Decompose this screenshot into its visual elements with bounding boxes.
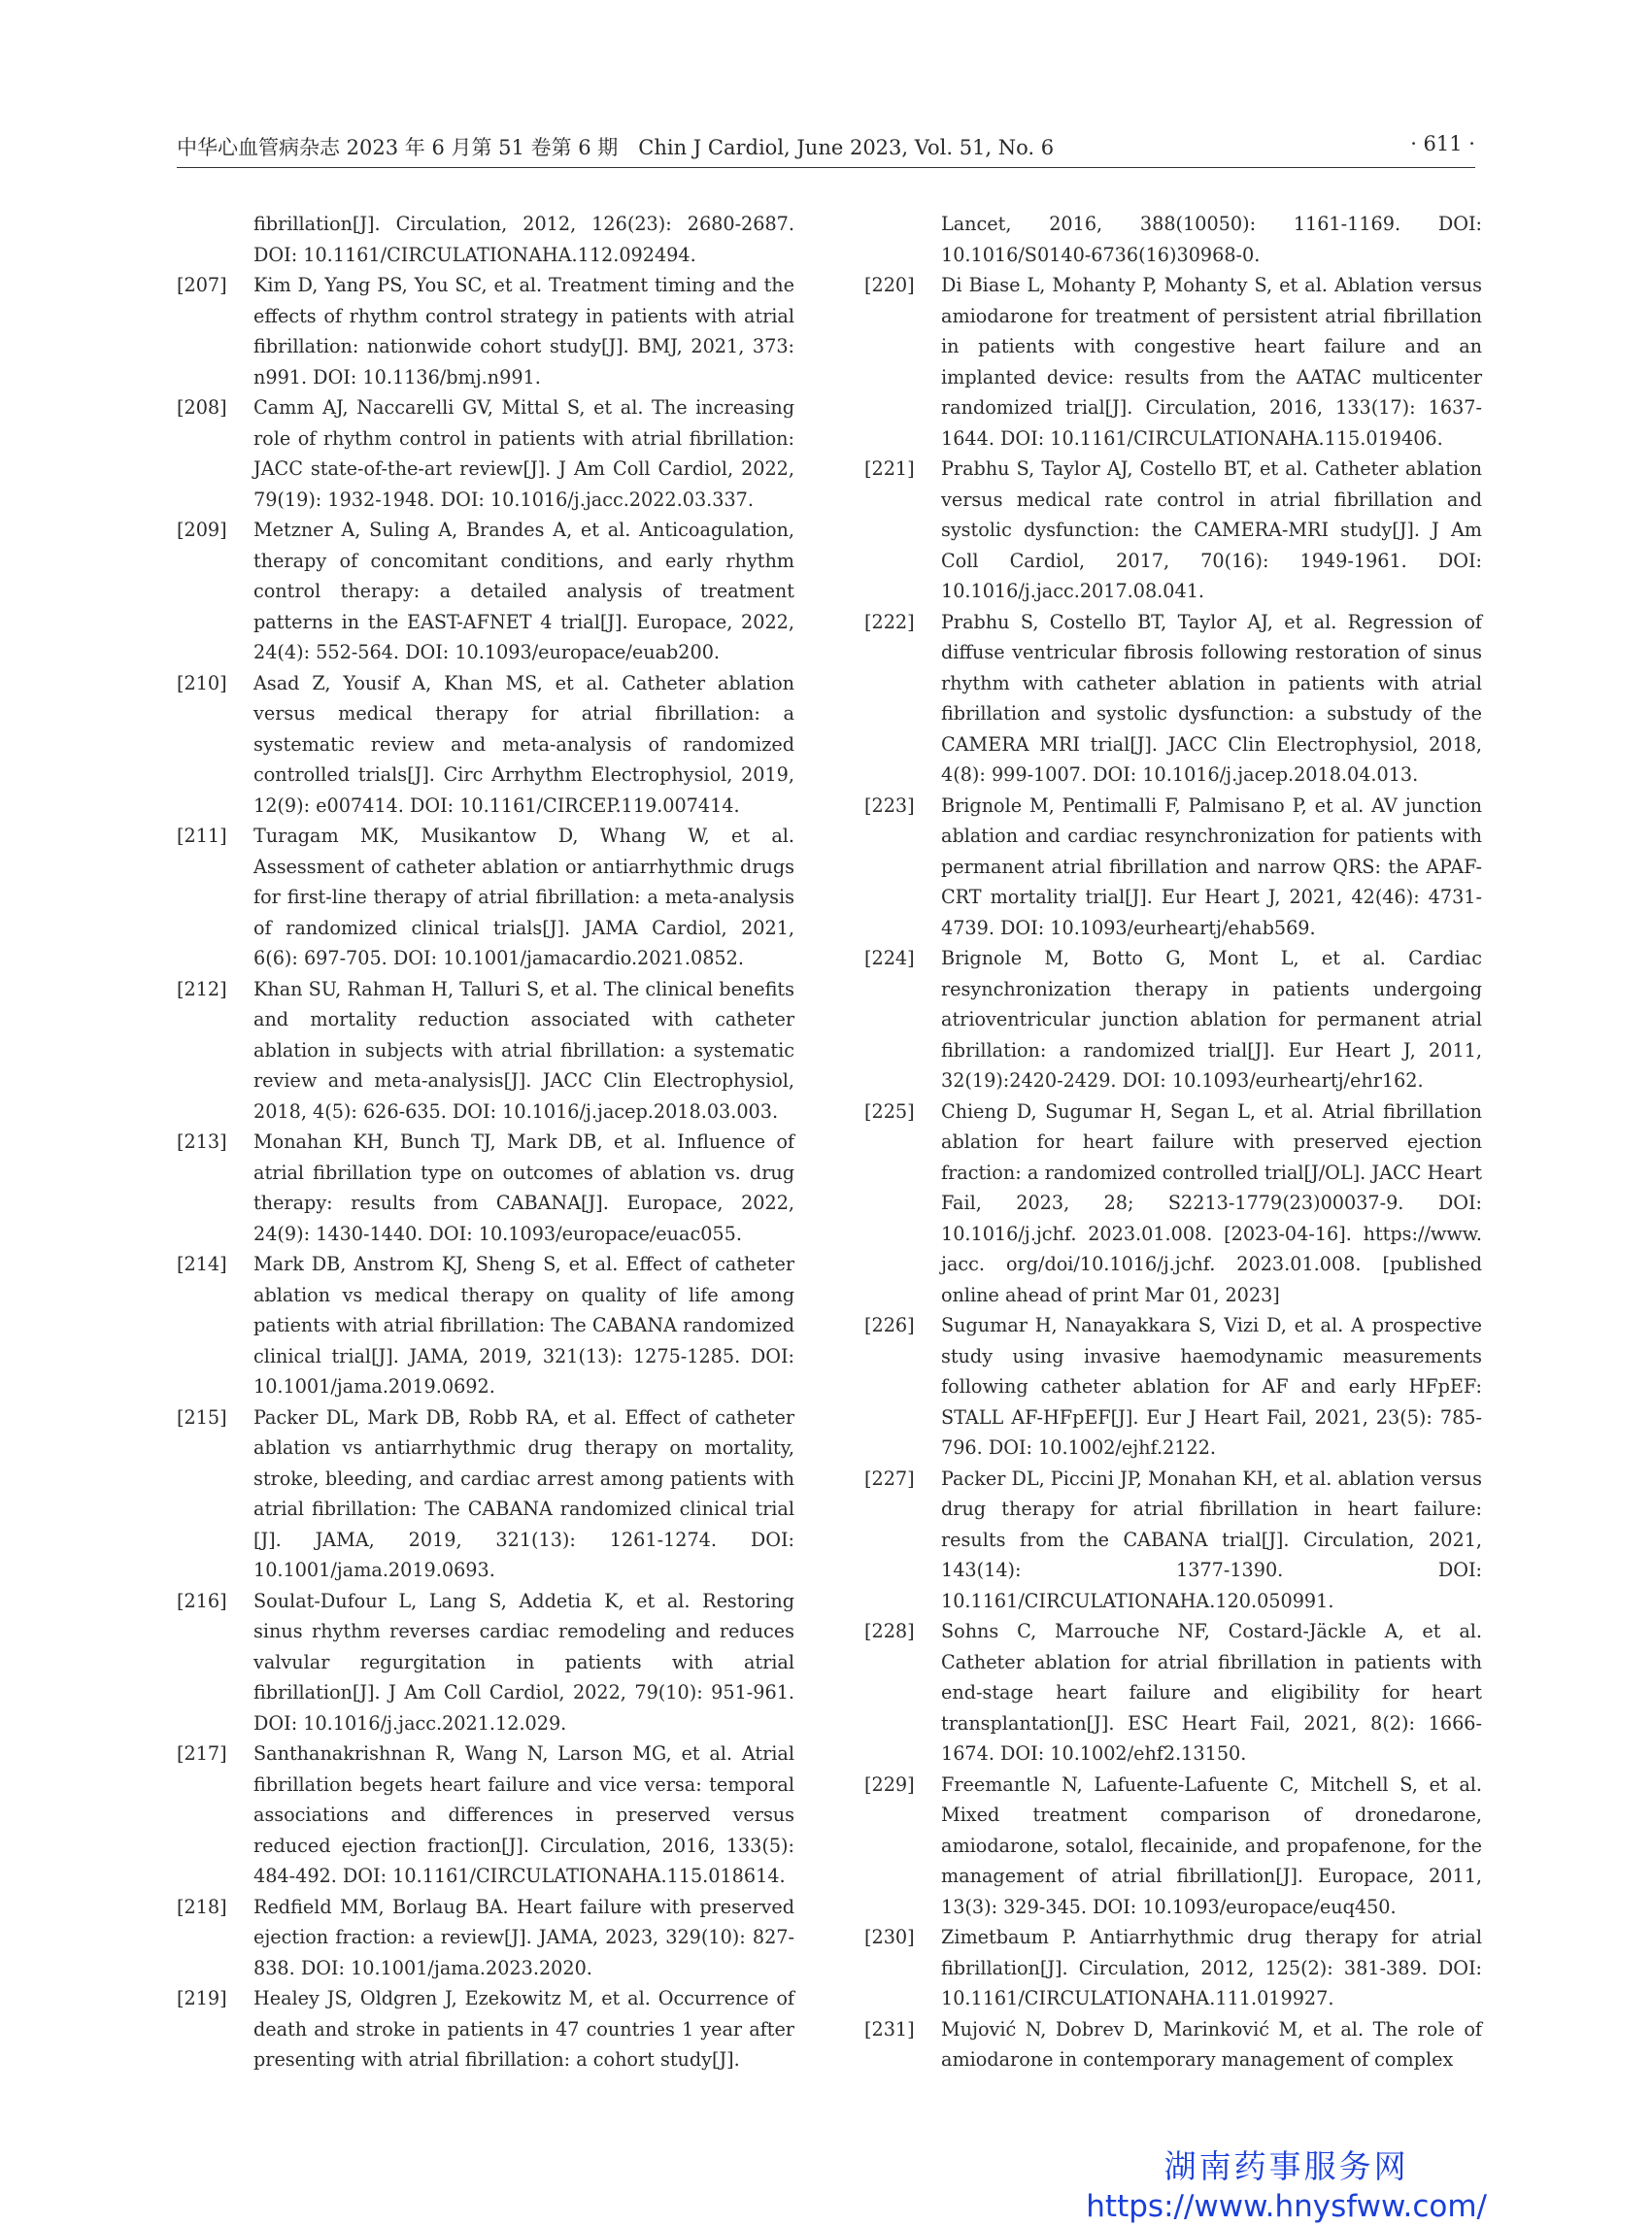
- reference-column-right: [864, 209, 1482, 2075]
- reference-number: [217]: [177, 1742, 227, 1765]
- reference-entry: [864, 607, 1482, 791]
- reference-entry: [177, 1127, 794, 1249]
- reference-text: Camm AJ, Naccarelli GV, Mittal S, et al. The increasing role of rhythm control in patients with atrial fibrillation: JACC state-of-the-art review[J]. J Am Coll Cardiol, 2022, 79(19): 1932-1948. DOI: 10.1016/j.jacc.2022.03.337.: [253, 396, 794, 511]
- reference-number: [224]: [864, 947, 915, 969]
- reference-text: Mujović N, Dobrev D, Marinković M, et al. The role of amiodarone in contemporary management of complex: [941, 2017, 1482, 2071]
- reference-text: Packer DL, Piccini JP, Monahan KH, et al. ablation versus drug therapy for atrial fibrillation in heart failure: results from the CABANA trial[J]. Circulation, 2021, 143(14): 1377-1390. DOI: 10.1161/CIRCULATIONAHA.120.050991.: [941, 1467, 1483, 1612]
- reference-entry: [864, 943, 1482, 1096]
- reference-text: fibrillation[J]. Circulation, 2012, 126(23): 2680-2687. DOI: 10.1161/CIRCULATIONAHA.112.092494.: [253, 213, 794, 266]
- reference-number: [210]: [177, 671, 227, 694]
- reference-column-left: [177, 209, 794, 2075]
- reference-text: Brignole M, Pentimalli F, Palmisano P, et al. AV junction ablation and cardiac resynchronization for patients with permanent atrial fibrillation and narrow QRS: the APAF-CRT mortality trial[J]. Eur Heart J, 2021, 42(46): 4731-4739. DOI: 10.1093/eurheartj/ehab569.: [941, 793, 1482, 939]
- reference-number: [219]: [177, 1987, 227, 2009]
- reference-text: Prabhu S, Costello BT, Taylor AJ, et al. Regression of diffuse ventricular fibrosis following restoration of sinus rhythm with catheter ablation in patients with atrial fibrillation and systolic dysfunction: a substudy of the CAMERA MRI trial[J]. JACC Clin Electrophysiol, 2018, 4(8): 999-1007. DOI: 10.1016/j.jacep.2018.04.013.: [941, 610, 1482, 786]
- running-header: [177, 132, 1475, 165]
- reference-number: [216]: [177, 1589, 227, 1612]
- reference-text: Redfield MM, Borlaug BA. Heart failure with preserved ejection fraction: a review[J]. JAMA, 2023, 329(10): 827-838. DOI: 10.1001/jama.2023.2020.: [253, 1895, 794, 1979]
- reference-entry: [864, 2014, 1482, 2075]
- reference-entry: [864, 1616, 1482, 1770]
- reference-number: [208]: [177, 396, 227, 419]
- reference-text: Zimetbaum P. Antiarrhythmic drug therapy for atrial fibrillation[J]. Circulation, 2012, 125(2): 381-389. DOI: 10.1161/CIRCULATIONAHA.111.019927.: [941, 1926, 1482, 2009]
- reference-number: [229]: [864, 1772, 915, 1796]
- reference-entry: [864, 209, 1482, 270]
- reference-text: Asad Z, Yousif A, Khan MS, et al. Catheter ablation versus medical therapy for atrial fibrillation: a systematic review and meta-analysis of randomized controlled trials[J]. Circ Arrhythm Electrophysiol, 2019, 12(9): e007414. DOI: 10.1161/CIRCEP.119.007414.: [253, 671, 794, 817]
- reference-text: Mark DB, Anstrom KJ, Sheng S, et al. Effect of catheter ablation vs medical therapy on quality of life among patients with atrial fibrillation: The CABANA randomized clinical trial[J]. JAMA, 2019, 321(13): 1275-1285. DOI: 10.1001/jama.2019.0692.: [253, 1253, 794, 1398]
- reference-entry: [177, 209, 794, 270]
- reference-text: Kim D, Yang PS, You SC, et al. Treatment timing and the effects of rhythm control strategy in patients with atrial fibrillation: nationwide cohort study[J]. BMJ, 2021, 373: n991. DOI: 10.1136/bmj.n991.: [253, 274, 794, 388]
- reference-number: [230]: [864, 1926, 915, 1948]
- reference-text: Packer DL, Mark DB, Robb RA, et al. Effect of catheter ablation vs antiarrhythmic drug therapy on mortality, stroke, bleeding, and cardiac arrest among patients with atrial fibrillation: The CABANA randomized clinical trial [J]. JAMA, 2019, 321(13): 1261-1274. DOI: 10.1001/jama.2019.0693.: [253, 1405, 794, 1581]
- reference-entry: [177, 1983, 794, 2075]
- reference-number: [220]: [864, 274, 915, 296]
- reference-entry: [177, 821, 794, 974]
- reference-text: Metzner A, Suling A, Brandes A, et al. Anticoagulation, therapy of concomitant conditions, and early rhythm control therapy: a detailed analysis of treatment patterns in the EAST-AFNET 4 trial[J]. Europace, 2022, 24(4): 552-564. DOI: 10.1093/europace/euab200.: [253, 519, 794, 663]
- reference-entry: [864, 1770, 1482, 1923]
- reference-number: [213]: [177, 1130, 227, 1153]
- reference-text: Prabhu S, Taylor AJ, Costello BT, et al. Catheter ablation versus medical rate control in atrial fibrillation and systolic dysfunction: the CAMERA-MRI study[J]. J Am Coll Cardiol, 2017, 70(16): 1949-1961. DOI: 10.1016/j.jacc.2017.08.041.: [941, 457, 1482, 602]
- reference-text: Khan SU, Rahman H, Talluri S, et al. The clinical benefits and mortality reduction associated with catheter ablation in subjects with atrial fibrillation: a systematic review and meta-analysis[J]. JACC Clin Electrophysiol, 2018, 4(5): 626-635. DOI: 10.1016/j.jacep.2018.03.003.: [253, 977, 794, 1123]
- journal-citation: 中华心血管病杂志 2023 年 6 月第 51 卷第 6 期 Chin J Cardiol, June 2023, Vol. 51, No. 6: [177, 136, 1055, 159]
- reference-text: Monahan KH, Bunch TJ, Mark DB, et al. Influence of atrial fibrillation type on outcomes of ablation vs. drug therapy: results from CABANA[J]. Europace, 2022, 24(9): 1430-1440. DOI: 10.1093/europace/euac055.: [253, 1130, 794, 1245]
- reference-text: Di Biase L, Mohanty P, Mohanty S, et al. Ablation versus amiodarone for treatment of persistent atrial fibrillation in patients with congestive heart failure and an implanted device: results from the AATAC multicenter randomized trial[J]. Circulation, 2016, 133(17): 1637-1644. DOI: 10.1161/CIRCULATIONAHA.115.019406.: [941, 274, 1482, 450]
- reference-entry: [864, 270, 1482, 454]
- reference-entry: [177, 270, 794, 392]
- reference-text: Turagam MK, Musikantow D, Whang W, et al. Assessment of catheter ablation or antiarrhythmic drugs for first-line therapy of atrial fibrillation: a meta-analysis of randomized clinical trials[J]. JAMA Cardiol, 2021, 6(6): 697-705. DOI: 10.1001/jamacardio.2021.0852.: [253, 825, 794, 969]
- reference-number: [212]: [177, 977, 227, 1000]
- reference-text: Sohns C, Marrouche NF, Costard-Jäckle A, et al. Catheter ablation for atrial fibrillation in patients with end-stage heart failure and eligibility for heart transplantation[J]. ESC Heart Fail, 2021, 8(2): 1666-1674. DOI: 10.1002/ehf2.13150.: [941, 1620, 1482, 1765]
- reference-number: [207]: [177, 274, 227, 296]
- reference-entry: [864, 454, 1482, 607]
- reference-entry: [864, 1464, 1482, 1617]
- reference-entry: [864, 1310, 1482, 1464]
- reference-number: [218]: [177, 1895, 227, 1918]
- reference-entry: [864, 1096, 1482, 1311]
- reference-entry: [177, 974, 794, 1128]
- reference-entry: [177, 1738, 794, 1892]
- reference-text: Brignole M, Botto G, Mont L, et al. Cardiac resynchronization therapy in patients undergoing atrioventricular junction ablation for permanent atrial fibrillation: a randomized trial[J]. Eur Heart J, 2011, 32(19):2420-2429. DOI: 10.1093/eurheartj/ehr162.: [941, 947, 1482, 1092]
- reference-number: [214]: [177, 1253, 227, 1275]
- site-watermark: [1086, 2146, 1487, 2226]
- page-number: · 611 ·: [1410, 132, 1475, 155]
- reference-text: Chieng D, Sugumar H, Segan L, et al. Atrial fibrillation ablation for heart failure with preserved ejection fraction: a randomized controlled trial[J/OL]. JACC Heart Fail, 2023, 28; S2213-1779(23)00037-9. DOI: 10.1016/j.jchf. 2023.01.008. [2023-04-16]. https://www. jacc. org/doi/10.1016/j.jchf. 2023.01.008. [published online ahead of print Mar 01, 2023]: [941, 1099, 1482, 1306]
- reference-entry: [177, 1249, 794, 1402]
- reference-number: [211]: [177, 825, 227, 847]
- reference-number: [215]: [177, 1405, 227, 1429]
- reference-entry: [864, 1922, 1482, 2014]
- reference-entry: [177, 515, 794, 668]
- reference-number: [226]: [864, 1314, 915, 1336]
- header-divider: [177, 167, 1475, 168]
- reference-entry: [177, 1586, 794, 1739]
- reference-entry: [177, 1402, 794, 1586]
- reference-entry: [177, 1892, 794, 1984]
- reference-entry: [177, 392, 794, 515]
- reference-text: Freemantle N, Lafuente-Lafuente C, Mitchell S, et al. Mixed treatment comparison of dronedarone, amiodarone, sotalol, flecainide, and propafenone, for the management of atrial fibrillation[J]. Europace, 2011, 13(3): 329-345. DOI: 10.1093/europace/euq450.: [941, 1772, 1482, 1918]
- watermark-url[interactable]: https://www.hnysfww.com/: [1086, 2189, 1487, 2224]
- reference-number: [227]: [864, 1467, 915, 1490]
- watermark-name: 湖南药事服务网: [1163, 2147, 1409, 2185]
- reference-number: [221]: [864, 457, 915, 480]
- reference-text: Lancet, 2016, 388(10050): 1161-1169. DOI: 10.1016/S0140-6736(16)30968-0.: [941, 213, 1482, 266]
- reference-text: Santhanakrishnan R, Wang N, Larson MG, et al. Atrial fibrillation begets heart failure and vice versa: temporal associations and differences in preserved versus reduced ejection fraction[J]. Circulation, 2016, 133(5): 484-492. DOI: 10.1161/CIRCULATIONAHA.115.018614.: [253, 1742, 794, 1887]
- reference-number: [223]: [864, 793, 915, 817]
- reference-entry: [177, 668, 794, 822]
- reference-number: [231]: [864, 2017, 915, 2040]
- reference-number: [222]: [864, 610, 915, 633]
- reference-text: Healey JS, Oldgren J, Ezekowitz M, et al. Occurrence of death and stroke in patients in 47 countries 1 year after presenting with atrial fibrillation: a cohort study[J].: [253, 1987, 794, 2071]
- reference-entry: [864, 791, 1482, 944]
- reference-number: [228]: [864, 1620, 915, 1642]
- reference-text: Soulat-Dufour L, Lang S, Addetia K, et al. Restoring sinus rhythm reverses cardiac remodeling and reduces valvular regurgitation in patients with atrial fibrillation[J]. J Am Coll Cardiol, 2022, 79(10): 951-961. DOI: 10.1016/j.jacc.2021.12.029.: [253, 1589, 794, 1735]
- reference-text: Sugumar H, Nanayakkara S, Vizi D, et al. A prospective study using invasive haemodynamic measurements following catheter ablation for AF and early HFpEF: STALL AF-HFpEF[J]. Eur J Heart Fail, 2021, 23(5): 785-796. DOI: 10.1002/ejhf.2122.: [941, 1314, 1482, 1459]
- reference-number: [225]: [864, 1099, 915, 1123]
- reference-number: [209]: [177, 519, 227, 541]
